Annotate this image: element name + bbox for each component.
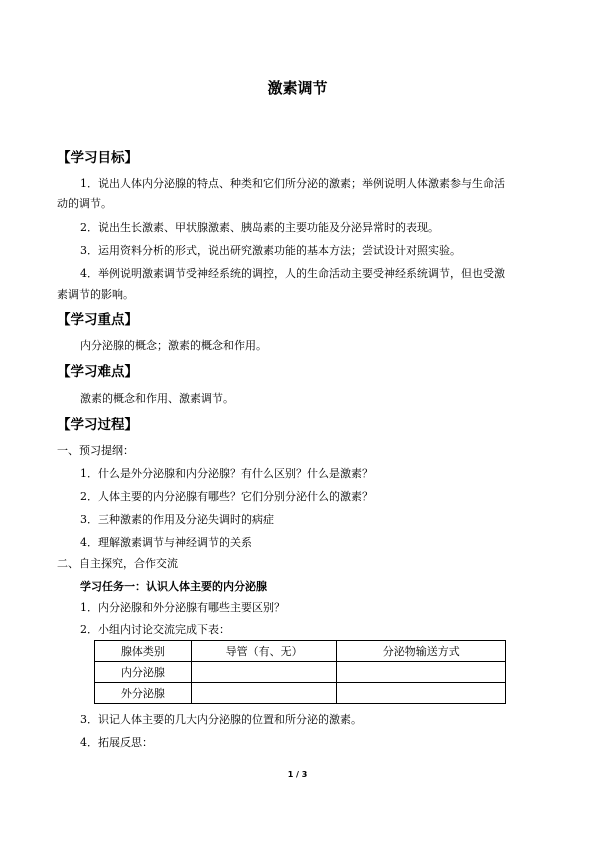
preview-item: 3．三种激素的作用及分泌失调时的病症	[80, 513, 274, 526]
task1-item: 3．识记人体主要的几大内分泌腺的位置和所分泌的激素。	[80, 713, 362, 726]
process-heading: 【学习过程】	[57, 417, 138, 433]
table-cell[interactable]	[337, 683, 506, 704]
objective-line: 2．说出生长激素、甲状腺激素、胰岛素的主要功能及分泌异常时的表现。	[80, 221, 439, 234]
task1-item: 2．小组内讨论交流完成下表：	[80, 623, 230, 636]
table-row	[95, 683, 506, 704]
preview-item: 4．理解激素调节与神经调节的关系	[80, 536, 252, 549]
explore-title: 二、自主探究，合作交流	[57, 557, 178, 570]
table-cell: 内分泌腺	[95, 662, 192, 683]
preview-title: 一、预习提纲：	[57, 444, 134, 457]
difficulties-heading: 【学习难点】	[57, 364, 138, 380]
preview-item: 2．人体主要的内分泌腺有哪些？它们分别分泌什么的激素？	[80, 490, 373, 503]
objective-line: 1．说出人体内分泌腺的特点、种类和它们所分泌的激素；举例说明人体激素参与生命活	[80, 177, 505, 190]
difficulties-text: 激素的概念和作用、激素调节。	[80, 392, 234, 405]
task1-item: 4．拓展反思：	[80, 736, 153, 749]
gland-comparison-table	[94, 640, 506, 704]
key-points-text: 内分泌腺的概念；激素的概念和作用。	[80, 339, 267, 352]
table-cell[interactable]	[337, 662, 506, 683]
objective-line: 动的调节。	[57, 197, 112, 210]
page-number: 1 / 3	[287, 770, 308, 779]
key-points-heading: 【学习重点】	[57, 312, 138, 328]
table-header-row	[95, 641, 506, 662]
table-cell[interactable]	[191, 683, 337, 704]
objectives-heading: 【学习目标】	[57, 150, 138, 166]
table-cell[interactable]	[191, 662, 337, 683]
task1-item: 1．内分泌腺和外分泌腺有哪些主要区别？	[80, 601, 285, 614]
table-header-cell: 导管（有、无）	[191, 641, 337, 662]
page-title: 激素调节	[267, 79, 328, 97]
table-header-cell: 分泌物输送方式	[337, 641, 506, 662]
table-row	[95, 662, 506, 683]
table-cell: 外分泌腺	[95, 683, 192, 704]
table-header-cell: 腺体类别	[95, 641, 192, 662]
objective-line: 4．举例说明激素调节受神经系统的调控，人的生命活动主要受神经系统调节，但也受激	[80, 267, 505, 280]
task1-title: 学习任务一：认识人体主要的内分泌腺	[80, 580, 267, 593]
preview-item: 1．什么是外分泌腺和内分泌腺？有什么区别？什么是激素？	[80, 467, 373, 480]
objective-line: 3．运用资料分析的形式，说出研究激素功能的基本方法；尝试设计对照实验。	[80, 244, 461, 257]
objective-line: 素调节的影响。	[57, 288, 134, 301]
